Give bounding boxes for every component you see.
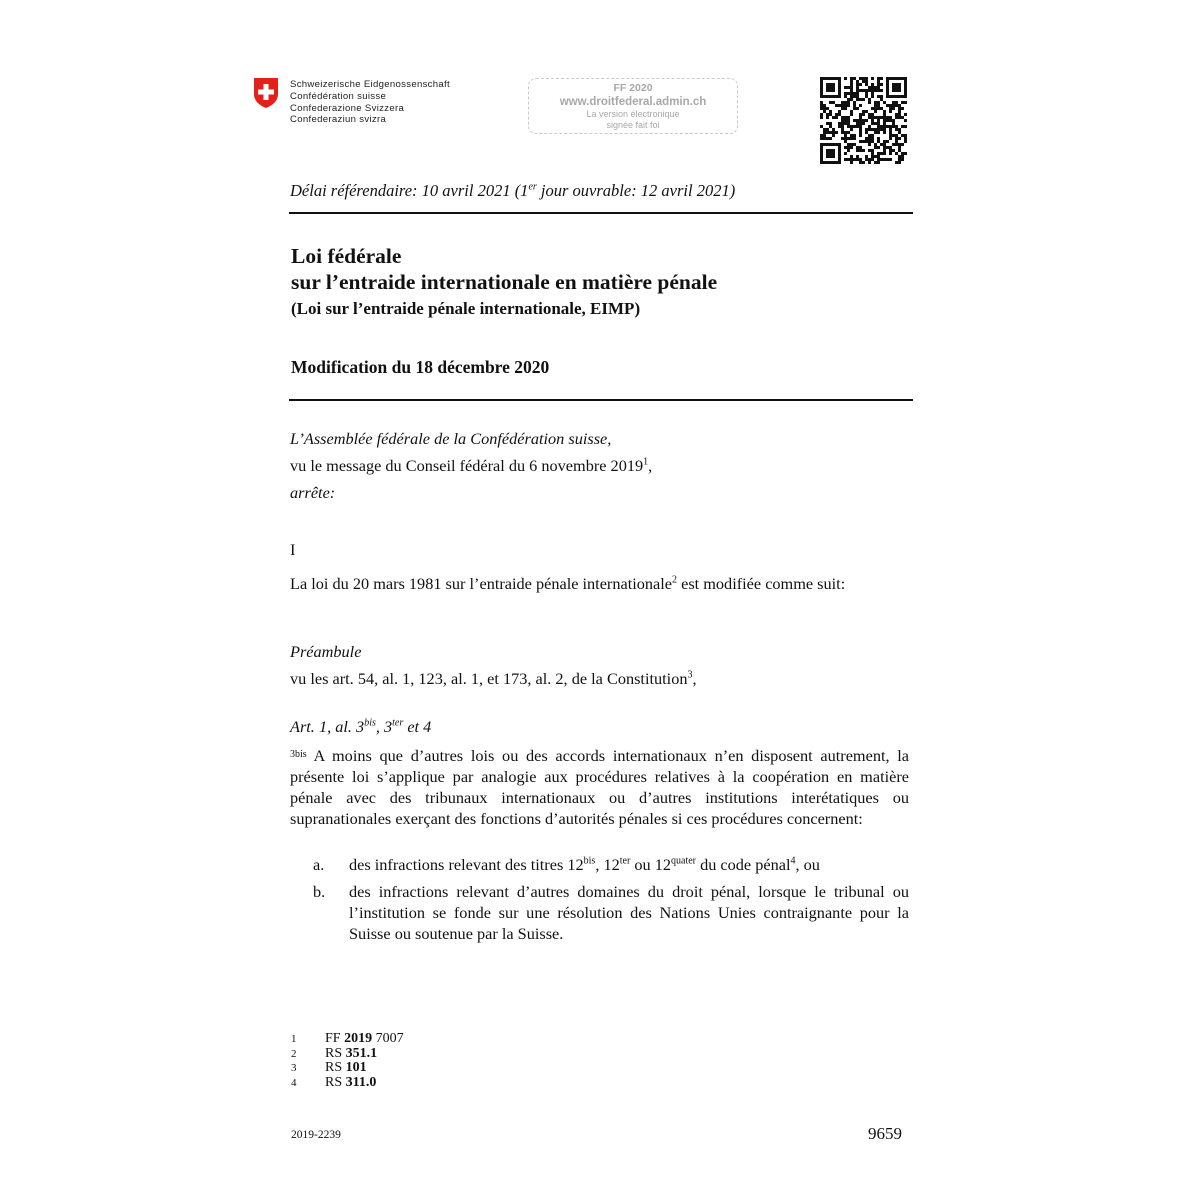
modification-date: Modification du 18 décembre 2020 <box>291 357 550 377</box>
list-item-b: des infractions relevant d’autres domaines du droit pénal, lorsque le tribunal ou l’institution se fonde sur une résolution des Nations Unies contraignante pour la Suisse ou soutenue par la Suisse. <box>349 882 909 943</box>
footnote-1: 1 FF 2019 7007 <box>291 1031 404 1046</box>
title-line-2: sur l’entraide internationale en matière pénale <box>291 270 718 294</box>
article-paragraph: $^{3bis}$ A moins que d’autres lois ou des accords internationaux n’en disposent autrement, la présente loi s’applique par analogie aux procédures relatives à la coopération en matière pénale avec des tribunaux internationaux ou d’autres institutions interétatiques ou supranationales exerçant des fonctions d’autorités pénales si ces procédures concernent: <box>290 746 909 828</box>
decree-line: arrête: <box>290 483 336 502</box>
list-item-b-letter: b. <box>313 882 326 901</box>
paragraph-marker: 3bis <box>290 749 307 760</box>
document-number: 2019-2239 <box>291 1129 341 1141</box>
intro-paragraph: La loi du 20 mars 1981 sur l’entraide pénale internationale$^2$ est modifiée comme suit: <box>290 574 846 593</box>
footnote-ref-2: 2 <box>672 574 678 586</box>
footnote-ref-3: 3 <box>687 669 693 681</box>
list-item-a: des infractions relevant des titres $12^{bis}$, $12^{ter}$ ou $12^{quater}$ du code pénal$^4$, ou <box>349 855 820 874</box>
assembly-line: L’Assemblée fédérale de la Confédération suisse, <box>290 429 612 448</box>
page-number: 9659 <box>868 1124 902 1143</box>
footnote-ref-1: 1 <box>643 456 649 468</box>
title-line-1: Loi fédérale <box>291 244 402 268</box>
confederation-name-rm: Confederaziun svizra <box>290 114 387 126</box>
footnotes <box>291 1032 404 1090</box>
stamp-note-2: signée fait foi <box>606 120 660 130</box>
divider-top <box>289 212 913 214</box>
confederation-name-de: Schweizerische Eidgenossenschaft <box>290 79 450 90</box>
stamp-ref: FF 2020 <box>613 82 653 94</box>
stamp-note-1: La version électronique <box>586 109 680 119</box>
confederation-names <box>290 79 450 126</box>
qr-code-icon <box>820 77 907 164</box>
footnote-4: 4 RS 311.0 <box>291 1074 377 1090</box>
referendum-deadline: Délai référendaire: 10 avril 2021 (1er jour ouvrable: 12 avril 2021) <box>290 181 736 200</box>
article-heading: Art. 1, al. $3^{bis}$, $3^{ter}$ et 4 <box>290 717 432 736</box>
page-subtitle: (Loi sur l’entraide pénale internationale, EIMP) <box>291 299 641 318</box>
swiss-coat-of-arms-icon <box>253 77 279 109</box>
footnote-2: 2 RS 351.1 <box>291 1045 378 1061</box>
footnote-ref-4: 4 <box>790 855 796 867</box>
preambule-text: vu les art. 54, al. 1, 123, al. 1, et 173, al. 2, de la Constitution$^3$, <box>290 669 697 688</box>
footnote-3: 3 RS 101 <box>291 1060 367 1075</box>
confederation-name-it: Confederazione Svizzera <box>290 102 405 114</box>
stamp-url: www.droitfederal.admin.ch <box>559 96 707 108</box>
message-line: vu le message du Conseil fédéral du 6 novembre 2019$^1$, <box>290 456 653 475</box>
section-number: I <box>290 540 296 559</box>
divider-middle <box>289 399 913 401</box>
confederation-name-fr: Confédération suisse <box>290 90 387 102</box>
electronic-signature-stamp <box>528 78 738 134</box>
page-title <box>291 243 717 295</box>
list-item-a-letter: a. <box>313 855 325 874</box>
preambule-heading: Préambule <box>290 642 362 661</box>
